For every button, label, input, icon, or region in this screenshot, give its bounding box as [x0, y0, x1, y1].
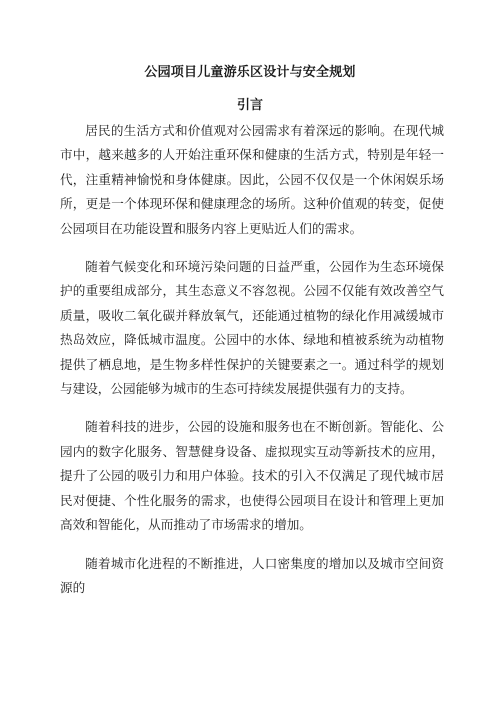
paragraph: 随着气候变化和环境污染问题的日益严重，公园作为生态环境保护的重要组成部分，其生态意义不容忽视。公园不仅能有效改善空气质量，吸收二氧化碳并释放氧气，还能通过植物的绿化作用减缓城市热岛效应，降低城市温度。公园中的水体、绿地和植被系统为动植物提供了栖息地，是生物多样性保护的关键要素之一。通过科学的规划与建设，公园能够为城市的生态可持续发展提供强有力的支持。 — [60, 259, 444, 397]
paragraph: 随着科技的进步，公园的设施和服务也在不断创新。智能化、公园内的数字化服务、智慧健身设备、虚拟现实互动等新技术的应用，提升了公园的吸引力和用户体验。技术的引入不仅满足了现代城市居民对便捷、个性化服务的需求，也使得公园项目在设计和管理上更加高效和智能化，从而推动了市场需求的增加。 — [60, 419, 444, 533]
section-heading: 引言 — [236, 98, 263, 113]
paragraph: 居民的生活方式和价值观对公园需求有着深远的影响。在现代城市中，越来越多的人开始注重环保和健康的生活方式，特别是年轻一代，注重精神愉悦和身体健康。因此，公园不仅仅是一个休闲娱乐场所，更是一个体现环保和健康理念的场所。这种价值观的转变，促使公园项目在功能设置和服务内容上更贴近人们的需求。 — [60, 123, 444, 236]
document-title: 公园项目儿童游乐区设计与安全规划 — [144, 65, 356, 80]
document-body — [60, 119, 444, 614]
paragraph: 随着城市化进程的不断推进，人口密集度的增加以及城市空间资源的 — [60, 555, 444, 595]
